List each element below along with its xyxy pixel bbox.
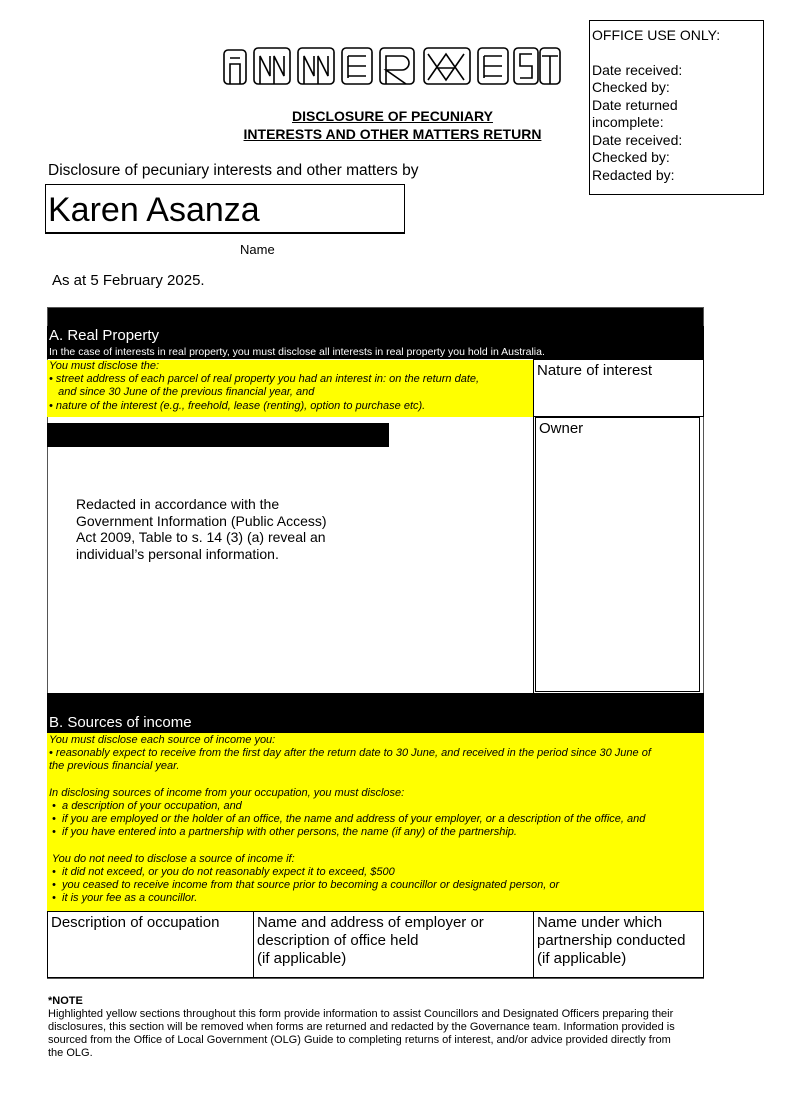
guidance-line: In disclosing sources of income from your occupation, you must disclose: (49, 786, 405, 799)
section-b-guidance (47, 733, 704, 911)
column-header-line: (if applicable) (257, 950, 347, 967)
guidance-line: • if you are employed or the holder of an office, the name and address of your employer, or a description of the office, and (49, 813, 646, 826)
employer-column-header (253, 911, 534, 978)
name-label: Name (240, 242, 275, 257)
guidance-line: • it is your fee as a councillor. (49, 892, 198, 905)
office-field-date-received-2: Date received: (592, 131, 683, 148)
disclosure-intro: Disclosure of pecuniary interests and other matters by (48, 162, 419, 179)
office-field-checked-by: Checked by: (592, 79, 670, 95)
guidance-line: You must disclose the: (49, 360, 160, 372)
office-use-box (589, 20, 764, 195)
guidance-line: • it did not exceed, or you do not reasonably expect it to exceed, $500 (49, 866, 395, 878)
office-field-checked-by-2: Checked by: (592, 149, 670, 165)
column-header-line: Name and address of employer or (257, 914, 484, 931)
guidance-line: • nature of the interest (e.g., freehold, lease (renting), option to purchase etc). (49, 399, 426, 412)
column-header-line: (if applicable) (537, 950, 627, 967)
nature-of-interest-label: Nature of interest (537, 362, 653, 379)
column-header-line: Name under which (537, 914, 663, 931)
guidance-line: • you ceased to receive income from that source prior to becoming a councillor or designated person, or (49, 879, 560, 892)
occupation-column-header (47, 911, 254, 978)
inner-west-logo (222, 44, 562, 88)
guidance-line: the previous financial year. (49, 760, 180, 773)
redaction-notice (76, 496, 327, 562)
section-a-guidance (47, 360, 533, 417)
redaction-line: Redacted in accordance with the (76, 496, 280, 512)
column-header-line: partnership conducted (537, 932, 686, 949)
column-header-line: Description of occupation (51, 914, 220, 931)
section-a-heading: A. Real Property (47, 326, 704, 345)
section-a-subheading: In the case of interests in real property, you must disclose all interests in real property you hold in Australia. (47, 345, 704, 359)
guidance-line: You must disclose each source of income you: (49, 734, 276, 746)
redaction-line: Government Information (Public Access) (76, 512, 327, 529)
note-line: disclosures, this section will be removed when forms are returned and redacted by the Governance team. Information provided is (48, 1021, 675, 1033)
redaction-line: Act 2009, Table to s. 14 (3) (a) reveal an (76, 529, 326, 545)
footer-note (48, 995, 738, 1060)
as-at-date: As at 5 February 2025. (52, 272, 205, 289)
office-field-incomplete: incomplete: (592, 114, 664, 130)
office-field-date-returned: Date returned (592, 96, 678, 113)
guidance-line: • street address of each parcel of real property you had an interest in: on the return date, (49, 373, 480, 386)
office-field-date-received: Date received: (592, 61, 683, 78)
note-line: Highlighted yellow sections throughout this form provide information to assist Councillors and Designated Officers preparing their (48, 1008, 674, 1020)
document-title-line2: INTERESTS AND OTHER MATTERS RETURN (243, 126, 542, 142)
guidance-line: • a description of your occupation, and (49, 800, 242, 812)
document-title-line1: DISCLOSURE OF PECUNIARY (292, 108, 493, 124)
name-field-value[interactable]: Karen Asanza (48, 191, 260, 229)
office-field-redacted-by: Redacted by: (592, 166, 675, 183)
owner-label: Owner (539, 420, 584, 437)
section-a-top-bar (48, 308, 703, 326)
note-line: the OLG. (48, 1047, 93, 1059)
note-line: sourced from the Office of Local Government (OLG) Guide to completing returns of interest, and/or advice provided directly from (48, 1034, 671, 1046)
office-use-heading: OFFICE USE ONLY: (592, 27, 721, 43)
redaction-line: individual’s personal information. (76, 545, 279, 562)
partnership-column-header (533, 911, 704, 978)
guidance-line: • if you have entered into a partnership with other persons, the name (if any) of the partnership. (49, 826, 517, 839)
redaction-bar (47, 423, 389, 447)
note-heading: *NOTE (48, 995, 83, 1007)
nature-of-interest-cell (533, 359, 704, 417)
owner-cell (535, 417, 700, 692)
guidance-line: You do not need to disclose a source of income if: (49, 852, 295, 865)
section-b-heading: B. Sources of income (49, 714, 192, 731)
column-header-line: description of office held (257, 932, 419, 949)
guidance-line: • reasonably expect to receive from the first day after the return date to 30 June, and received in the period since 30 June of (49, 747, 651, 760)
guidance-line: and since 30 June of the previous financial year, and (49, 386, 315, 399)
